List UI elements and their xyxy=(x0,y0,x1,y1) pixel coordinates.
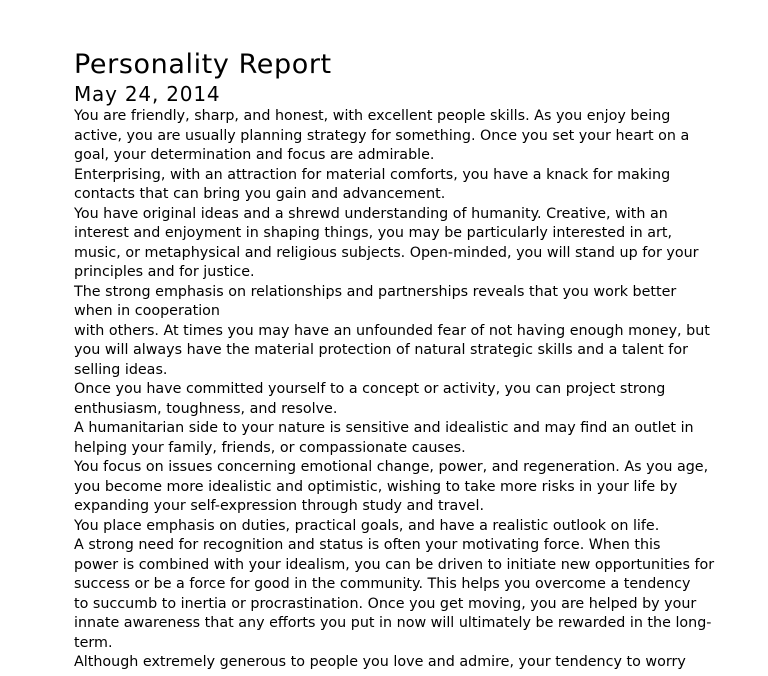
text-line: A strong need for recognition and status is often your motivating force. When this xyxy=(74,537,661,553)
text-line: term. xyxy=(74,634,113,651)
text-line: You are friendly, sharp, and honest, with excellent people skills. As you enjoy being xyxy=(74,108,671,124)
text-line: you will always have the material protection of natural strategic skills and a talent for xyxy=(74,342,688,358)
text-line: principles and for justice. xyxy=(74,264,255,280)
text-line: you become more idealistic and optimistic, wishing to take more risks in your life by xyxy=(74,478,678,495)
report-date: May 24, 2014 xyxy=(74,82,221,106)
text-line: goal, your determination and focus are admirable. xyxy=(74,147,435,163)
text-line: to succumb to inertia or procrastination. Once you get moving, you are helped by your xyxy=(74,595,697,612)
text-line: You place emphasis on duties, practical goals, and have a realistic outlook on life. xyxy=(74,517,660,534)
text-line: expanding your self-expression through study and travel. xyxy=(74,498,484,514)
text-line: active, you are usually planning strategy for something. Once you set your heart on a xyxy=(74,127,690,144)
report-title: Personality Report xyxy=(74,49,332,80)
text-line: You have original ideas and a shrewd understanding of humanity. Creative, with an xyxy=(74,205,668,222)
text-line: A humanitarian side to your nature is sensitive and idealistic and may find an outlet in xyxy=(74,420,694,436)
text-line: innate awareness that any efforts you put in now will ultimately be rewarded in the long- xyxy=(74,615,712,631)
text-line: music, or metaphysical and religious subjects. Open-minded, you will stand up for your xyxy=(74,244,699,261)
text-line: Although extremely generous to people you love and admire, your tendency to worry xyxy=(74,654,686,670)
text-line: Once you have committed yourself to a concept or activity, you can project strong xyxy=(74,381,666,397)
text-line: contacts that can bring you gain and advancement. xyxy=(74,186,446,202)
text-line: selling ideas. xyxy=(74,361,168,378)
text-line: success or be a force for good in the community. This helps you overcome a tendency xyxy=(74,576,691,592)
text-line: power is combined with your idealism, you can be driven to initiate new opportunities for xyxy=(74,556,715,573)
text-line: interest and enjoyment in shaping things, you may be particularly interested in art, xyxy=(74,225,673,241)
report-body xyxy=(74,107,724,673)
text-line: The strong emphasis on relationships and partnerships reveals that you work better xyxy=(74,283,677,300)
text-line: with others. At times you may have an unfounded fear of not having enough money, but xyxy=(74,322,710,339)
text-line: enthusiasm, toughness, and resolve. xyxy=(74,400,338,417)
text-line: helping your family, friends, or compassionate causes. xyxy=(74,439,466,456)
text-line: when in cooperation xyxy=(74,303,220,319)
text-line: Enterprising, with an attraction for material comforts, you have a knack for making xyxy=(74,166,671,183)
document xyxy=(74,48,724,673)
text-line: You focus on issues concerning emotional change, power, and regeneration. As you age, xyxy=(74,459,709,475)
